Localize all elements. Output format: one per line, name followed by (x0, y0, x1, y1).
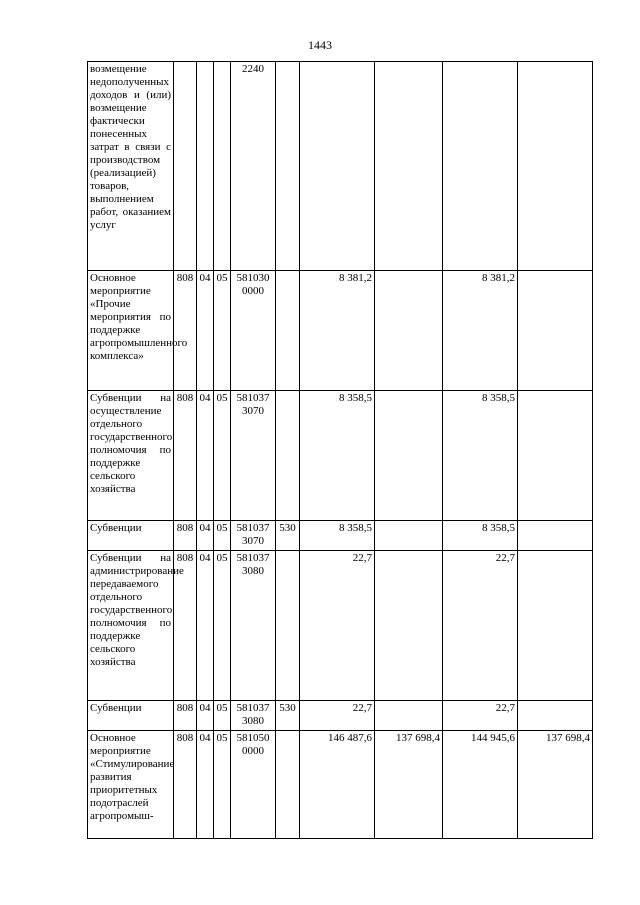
amount-col-4 (518, 271, 593, 391)
amount-col-1: 146 487,6 (300, 731, 375, 839)
target-article-code-part1: 581037 (236, 552, 270, 564)
section-code: 04 (197, 521, 214, 551)
amount-col-3: 22,7 (443, 701, 518, 731)
amount-col-2 (375, 521, 443, 551)
amount-col-1: 8 358,5 (300, 391, 375, 521)
ved-code: 808 (174, 551, 197, 701)
amount-col-2 (375, 391, 443, 521)
ved-code: 808 (174, 731, 197, 839)
amount-col-1 (300, 62, 375, 271)
row-description: Субвенции (88, 701, 174, 731)
amount-col-3: 8 358,5 (443, 391, 518, 521)
subsection-code: 05 (214, 271, 231, 391)
target-article-code (231, 701, 276, 731)
target-article-code-part2: 3070 (242, 535, 264, 547)
row-description: Субвенции (88, 521, 174, 551)
subsection-code: 05 (214, 731, 231, 839)
target-article-code-part2: 3080 (242, 715, 264, 727)
expense-type-code (276, 271, 300, 391)
amount-col-2 (375, 701, 443, 731)
table-row (88, 62, 593, 271)
section-code: 04 (197, 701, 214, 731)
page-number: 1443 (308, 38, 332, 52)
expense-type-code: 530 (276, 701, 300, 731)
target-article-code (231, 271, 276, 391)
target-article-code-part2: 3070 (242, 405, 264, 417)
amount-col-2 (375, 271, 443, 391)
amount-col-3: 8 381,2 (443, 271, 518, 391)
amount-col-4 (518, 701, 593, 731)
expense-type-code (276, 391, 300, 521)
target-article-code (231, 62, 276, 271)
section-code: 04 (197, 391, 214, 521)
amount-col-3: 22,7 (443, 551, 518, 701)
ved-code: 808 (174, 701, 197, 731)
ved-code: 808 (174, 271, 197, 391)
target-article-code (231, 521, 276, 551)
subsection-code: 05 (214, 521, 231, 551)
target-article-code-part1: 581037 (236, 392, 270, 404)
target-article-code-part2: 0000 (242, 285, 264, 297)
amount-col-2 (375, 551, 443, 701)
budget-table (87, 61, 593, 839)
amount-col-4 (518, 521, 593, 551)
amount-col-4 (518, 551, 593, 701)
amount-col-1: 8 358,5 (300, 521, 375, 551)
target-article-code-part1: 581037 (236, 702, 270, 714)
section-code (197, 62, 214, 271)
subsection-code: 05 (214, 701, 231, 731)
section-code: 04 (197, 731, 214, 839)
target-article-code-part1: 2240 (242, 63, 264, 75)
subsection-code: 05 (214, 551, 231, 701)
row-description: Основное мероприятие «Стимулирование развития приоритетных подотраслей агропромыш- (88, 731, 174, 839)
amount-col-4 (518, 391, 593, 521)
expense-type-code (276, 731, 300, 839)
target-article-code-part1: 581050 (236, 732, 270, 744)
amount-col-1: 22,7 (300, 551, 375, 701)
ved-code (174, 62, 197, 271)
amount-col-1: 22,7 (300, 701, 375, 731)
table-row (88, 271, 593, 391)
target-article-code-part1: 581037 (236, 522, 270, 534)
subsection-code: 05 (214, 391, 231, 521)
row-description: Субвенции на администрирование передаваемого отдельного государственного полномочия по поддержке сельского хозяйства (88, 551, 174, 701)
table-row (88, 551, 593, 701)
amount-col-2: 137 698,4 (375, 731, 443, 839)
expense-type-code: 530 (276, 521, 300, 551)
target-article-code-part2: 0000 (242, 745, 264, 757)
amount-col-3: 8 358,5 (443, 521, 518, 551)
target-article-code (231, 551, 276, 701)
amount-col-2 (375, 62, 443, 271)
target-article-code-part1: 581030 (236, 272, 270, 284)
table-row (88, 391, 593, 521)
expense-type-code (276, 551, 300, 701)
amount-col-3: 144 945,6 (443, 731, 518, 839)
section-code: 04 (197, 551, 214, 701)
table-row (88, 521, 593, 551)
row-description: Основное мероприятие «Прочие мероприятия по поддержке агропромышленного комплекса» (88, 271, 174, 391)
target-article-code-part2: 3080 (242, 565, 264, 577)
row-description: возмещение недополученных доходов и (или) возмещение фактически понесенных затрат в связи с производством (реализацией) товаров, выполнением работ, оказанием услуг (88, 62, 174, 271)
row-description: Субвенции на осуществление отдельного государственного полномочия по поддержке сельского хозяйства (88, 391, 174, 521)
amount-col-4: 137 698,4 (518, 731, 593, 839)
target-article-code (231, 731, 276, 839)
expense-type-code (276, 62, 300, 271)
table-row (88, 701, 593, 731)
amount-col-1: 8 381,2 (300, 271, 375, 391)
ved-code: 808 (174, 391, 197, 521)
section-code: 04 (197, 271, 214, 391)
subsection-code (214, 62, 231, 271)
target-article-code (231, 391, 276, 521)
amount-col-3 (443, 62, 518, 271)
ved-code: 808 (174, 521, 197, 551)
amount-col-4 (518, 62, 593, 271)
table-row (88, 731, 593, 839)
